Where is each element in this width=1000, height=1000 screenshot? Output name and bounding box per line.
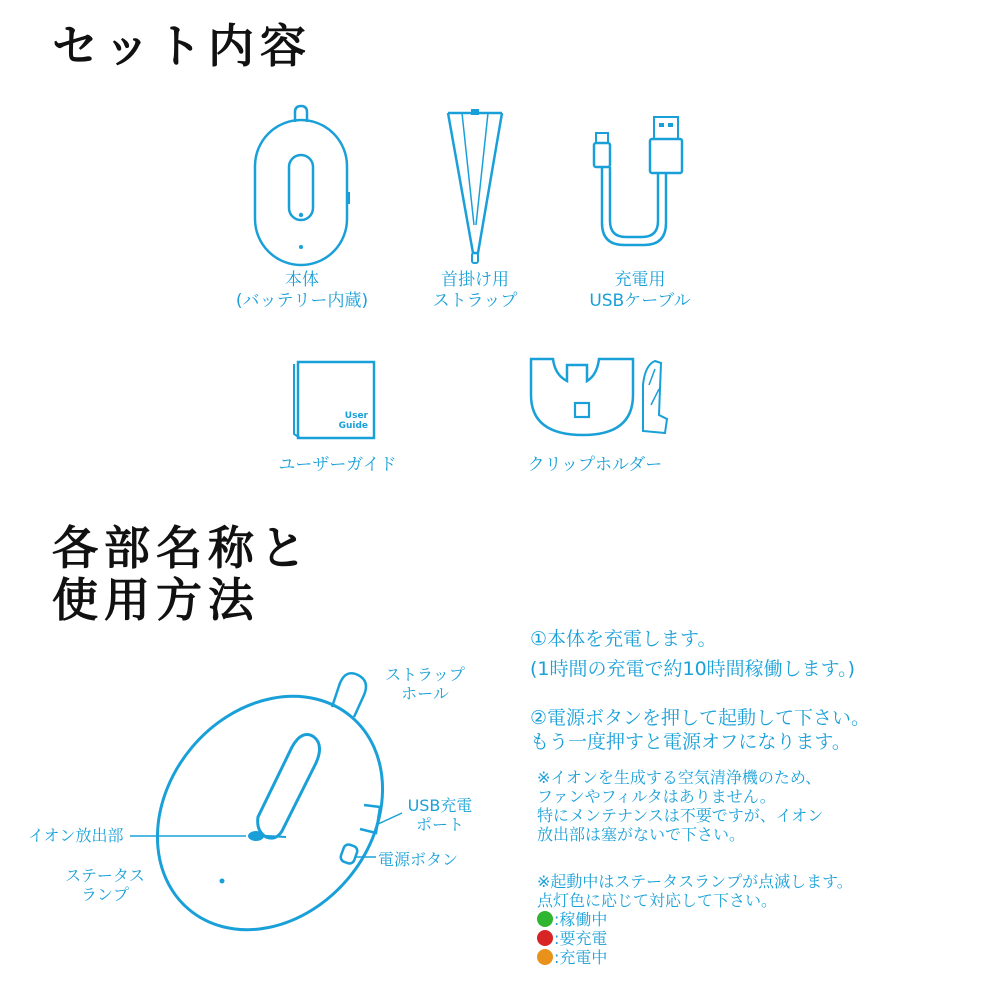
instruction-step2-note: もう一度押すと電源オフになります。 xyxy=(530,731,851,753)
item-caption-clip-holder xyxy=(500,455,690,476)
item-name: クリップホルダー xyxy=(527,455,663,475)
section-title-parts-usage-line1: 各部名称と xyxy=(52,521,312,575)
note-status-lamp xyxy=(537,872,853,967)
instruction-step1-note: (1時間の充電で約10時間稼働します。) xyxy=(530,658,856,680)
note-line: ※イオンを生成する空気清浄機のため、 xyxy=(537,768,822,787)
orange-lamp-icon xyxy=(537,949,553,965)
main-unit-illustration xyxy=(245,100,360,270)
red-lamp-icon xyxy=(537,930,553,946)
item-caption-usb-cable xyxy=(555,270,725,312)
label-line: USB充電 xyxy=(407,796,473,815)
booklet-text-line1: User xyxy=(344,411,368,421)
item-name: 首掛け用 xyxy=(441,270,509,290)
lamp-item xyxy=(537,948,853,967)
item-sub: USBケーブル xyxy=(589,291,691,311)
item-name: 充電用 xyxy=(614,270,666,290)
instruction-step2: ②電源ボタンを押して起動して下さい。 xyxy=(530,707,871,729)
user-guide-illustration xyxy=(290,360,380,440)
green-lamp-icon xyxy=(537,911,553,927)
lamp-label: :充電中 xyxy=(554,948,608,967)
label-line: ステータス xyxy=(65,866,145,885)
clip-holder-illustration xyxy=(525,355,685,440)
lamp-item xyxy=(537,910,853,929)
note-line: 特にメンテナンスは不要ですが、イオン xyxy=(537,806,824,825)
note-line: 放出部は塞がないで下さい。 xyxy=(537,825,746,844)
note-line: ※起動中はステータスランプが点滅します。 xyxy=(537,872,853,891)
label-power-button: 電源ボタン xyxy=(378,850,459,869)
label-ion-outlet: イオン放出部 xyxy=(28,826,124,845)
booklet-text-line2: Guide xyxy=(338,421,368,431)
item-sub: (バッテリー内蔵) xyxy=(235,291,369,311)
lamp-label: :要充電 xyxy=(554,929,608,948)
section-title-contents: セット内容 xyxy=(52,19,312,73)
label-line: ストラップ xyxy=(385,665,465,684)
label-line: ランプ xyxy=(80,885,129,904)
note-line: ファンやフィルタはありません。 xyxy=(537,787,776,806)
item-caption-user-guide xyxy=(255,455,420,476)
label-usb-port xyxy=(395,796,485,834)
lamp-item xyxy=(537,929,853,948)
item-caption-main-unit xyxy=(212,270,392,312)
item-name: 本体 xyxy=(285,270,319,290)
section-title-parts-usage-line2: 使用方法 xyxy=(52,573,260,627)
usb-cable-illustration xyxy=(590,115,690,255)
lamp-label: :稼働中 xyxy=(554,910,608,929)
neck-strap-illustration xyxy=(440,105,510,270)
device-parts-diagram xyxy=(140,655,400,935)
item-caption-strap xyxy=(390,270,560,312)
note-no-maintenance xyxy=(537,768,823,844)
item-name: ユーザーガイド xyxy=(278,455,397,475)
item-sub: ストラップ xyxy=(432,291,518,311)
label-line: ホール xyxy=(401,684,449,703)
label-status-lamp xyxy=(50,866,160,904)
instruction-step1: ①本体を充電します。 xyxy=(530,628,717,650)
label-strap-hole xyxy=(370,665,480,703)
label-line: ポート xyxy=(415,815,464,834)
note-line: 点灯色に応じて対応して下さい。 xyxy=(537,891,778,910)
